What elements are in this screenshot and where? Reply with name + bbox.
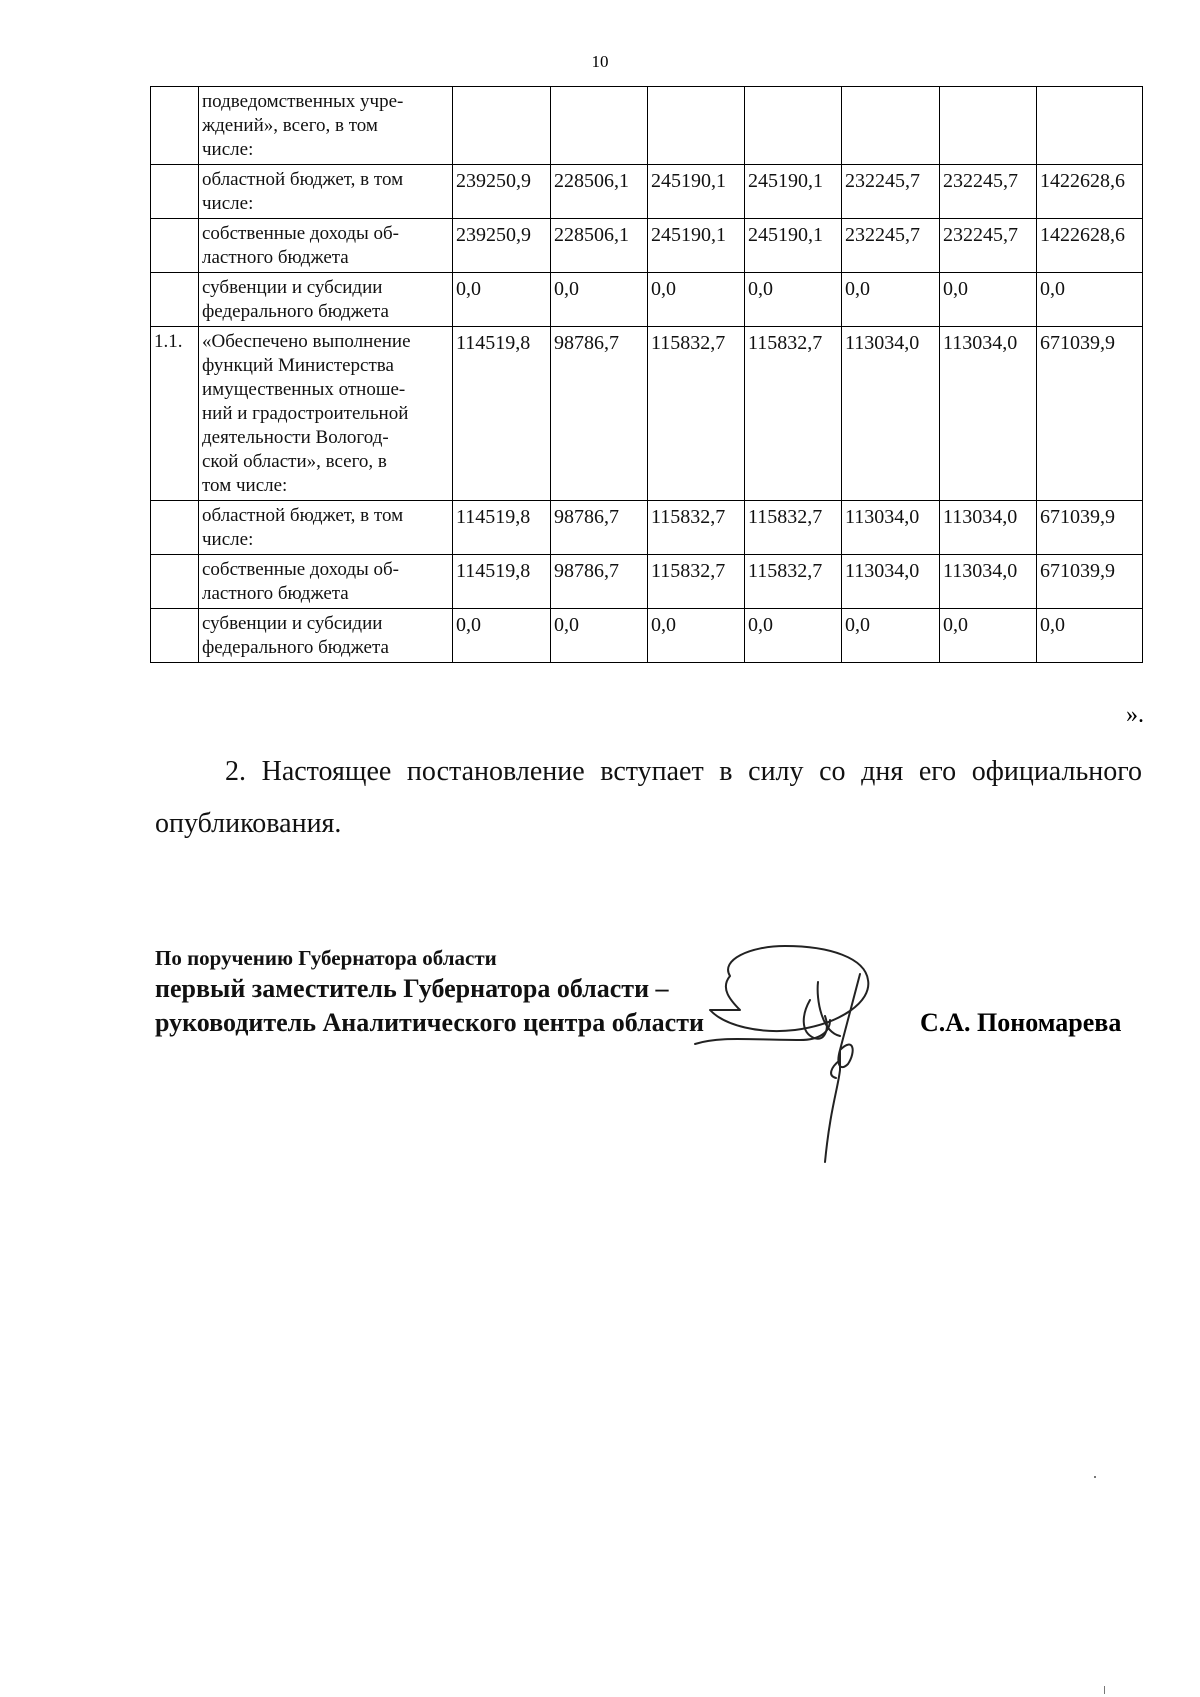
enactment-text: 2. Настоящее постановление вступает в силу со дня его официального опубликования. [155, 756, 1142, 839]
value-cell: 1422628,6 [1037, 165, 1143, 219]
value-cell: 113034,0 [842, 327, 940, 501]
budget-table [150, 86, 1143, 663]
value-cell: 0,0 [648, 609, 745, 663]
value-cell: 245190,1 [745, 165, 842, 219]
row-label: собственные доходы об- ластного бюджета [199, 555, 453, 609]
value-cell: 113034,0 [940, 327, 1037, 501]
value-cell: 228506,1 [551, 219, 648, 273]
row-label: областной бюджет, в том числе: [199, 501, 453, 555]
budget-table-body [151, 87, 1143, 663]
row-label: «Обеспечено выполнение функций Министерства имущественных отноше- ний и градостроительной деятельности Вологод- ской области», всего, в том числе: [199, 327, 453, 501]
scan-speck [1094, 1476, 1096, 1478]
value-cell: 0,0 [745, 609, 842, 663]
signature-role-line: руководитель Аналитического центра области [155, 1008, 704, 1037]
value-cell [745, 87, 842, 165]
signature-authority-line: По поручению Губернатора области [155, 946, 497, 970]
value-cell: 113034,0 [842, 555, 940, 609]
row-label: областной бюджет, в том числе: [199, 165, 453, 219]
table-row [151, 165, 1143, 219]
value-cell: 115832,7 [745, 501, 842, 555]
value-cell: 232245,7 [842, 219, 940, 273]
value-cell: 232245,7 [842, 165, 940, 219]
row-number: 1.1. [151, 327, 199, 501]
value-cell [648, 87, 745, 165]
value-cell: 98786,7 [551, 555, 648, 609]
table-row [151, 87, 1143, 165]
row-label: субвенции и субсидии федерального бюджета [199, 273, 453, 327]
value-cell: 0,0 [453, 609, 551, 663]
value-cell: 0,0 [1037, 273, 1143, 327]
row-number [151, 501, 199, 555]
table-row [151, 609, 1143, 663]
value-cell [842, 87, 940, 165]
row-number [151, 273, 199, 327]
handwritten-signature-icon [690, 940, 920, 1170]
enactment-paragraph [155, 746, 1142, 850]
row-label: подведомственных учре- ждений», всего, в том числе: [199, 87, 453, 165]
value-cell: 0,0 [648, 273, 745, 327]
table-row [151, 555, 1143, 609]
value-cell: 98786,7 [551, 327, 648, 501]
value-cell: 115832,7 [745, 555, 842, 609]
value-cell: 0,0 [940, 609, 1037, 663]
page-number: 10 [591, 52, 609, 71]
closing-quote: ». [1126, 702, 1144, 728]
value-cell: 113034,0 [842, 501, 940, 555]
value-cell: 245190,1 [745, 219, 842, 273]
value-cell: 115832,7 [648, 327, 745, 501]
value-cell: 114519,8 [453, 501, 551, 555]
value-cell: 115832,7 [648, 555, 745, 609]
value-cell: 0,0 [940, 273, 1037, 327]
row-number [151, 609, 199, 663]
scan-speck [1104, 1686, 1105, 1694]
row-number [151, 555, 199, 609]
value-cell: 239250,9 [453, 219, 551, 273]
value-cell: 0,0 [453, 273, 551, 327]
value-cell: 113034,0 [940, 501, 1037, 555]
value-cell [551, 87, 648, 165]
value-cell [940, 87, 1037, 165]
value-cell: 239250,9 [453, 165, 551, 219]
value-cell: 671039,9 [1037, 327, 1143, 501]
value-cell: 0,0 [551, 609, 648, 663]
value-cell [1037, 87, 1143, 165]
value-cell: 0,0 [1037, 609, 1143, 663]
row-number [151, 87, 199, 165]
value-cell: 115832,7 [745, 327, 842, 501]
value-cell: 671039,9 [1037, 501, 1143, 555]
value-cell: 245190,1 [648, 165, 745, 219]
table-row [151, 273, 1143, 327]
value-cell: 671039,9 [1037, 555, 1143, 609]
table-row [151, 327, 1143, 501]
signature-position-line: первый заместитель Губернатора области – [155, 974, 669, 1003]
value-cell [453, 87, 551, 165]
value-cell: 0,0 [745, 273, 842, 327]
value-cell: 98786,7 [551, 501, 648, 555]
table-row [151, 219, 1143, 273]
value-cell: 1422628,6 [1037, 219, 1143, 273]
value-cell: 232245,7 [940, 219, 1037, 273]
value-cell: 115832,7 [648, 501, 745, 555]
value-cell: 113034,0 [940, 555, 1037, 609]
signer-name: С.А. Пономарева [920, 1008, 1122, 1037]
value-cell: 0,0 [551, 273, 648, 327]
value-cell: 245190,1 [648, 219, 745, 273]
value-cell: 228506,1 [551, 165, 648, 219]
value-cell: 114519,8 [453, 327, 551, 501]
value-cell: 114519,8 [453, 555, 551, 609]
row-label: собственные доходы об- ластного бюджета [199, 219, 453, 273]
value-cell: 232245,7 [940, 165, 1037, 219]
value-cell: 0,0 [842, 609, 940, 663]
row-number [151, 165, 199, 219]
value-cell: 0,0 [842, 273, 940, 327]
table-row [151, 501, 1143, 555]
row-number [151, 219, 199, 273]
row-label: субвенции и субсидии федерального бюджета [199, 609, 453, 663]
